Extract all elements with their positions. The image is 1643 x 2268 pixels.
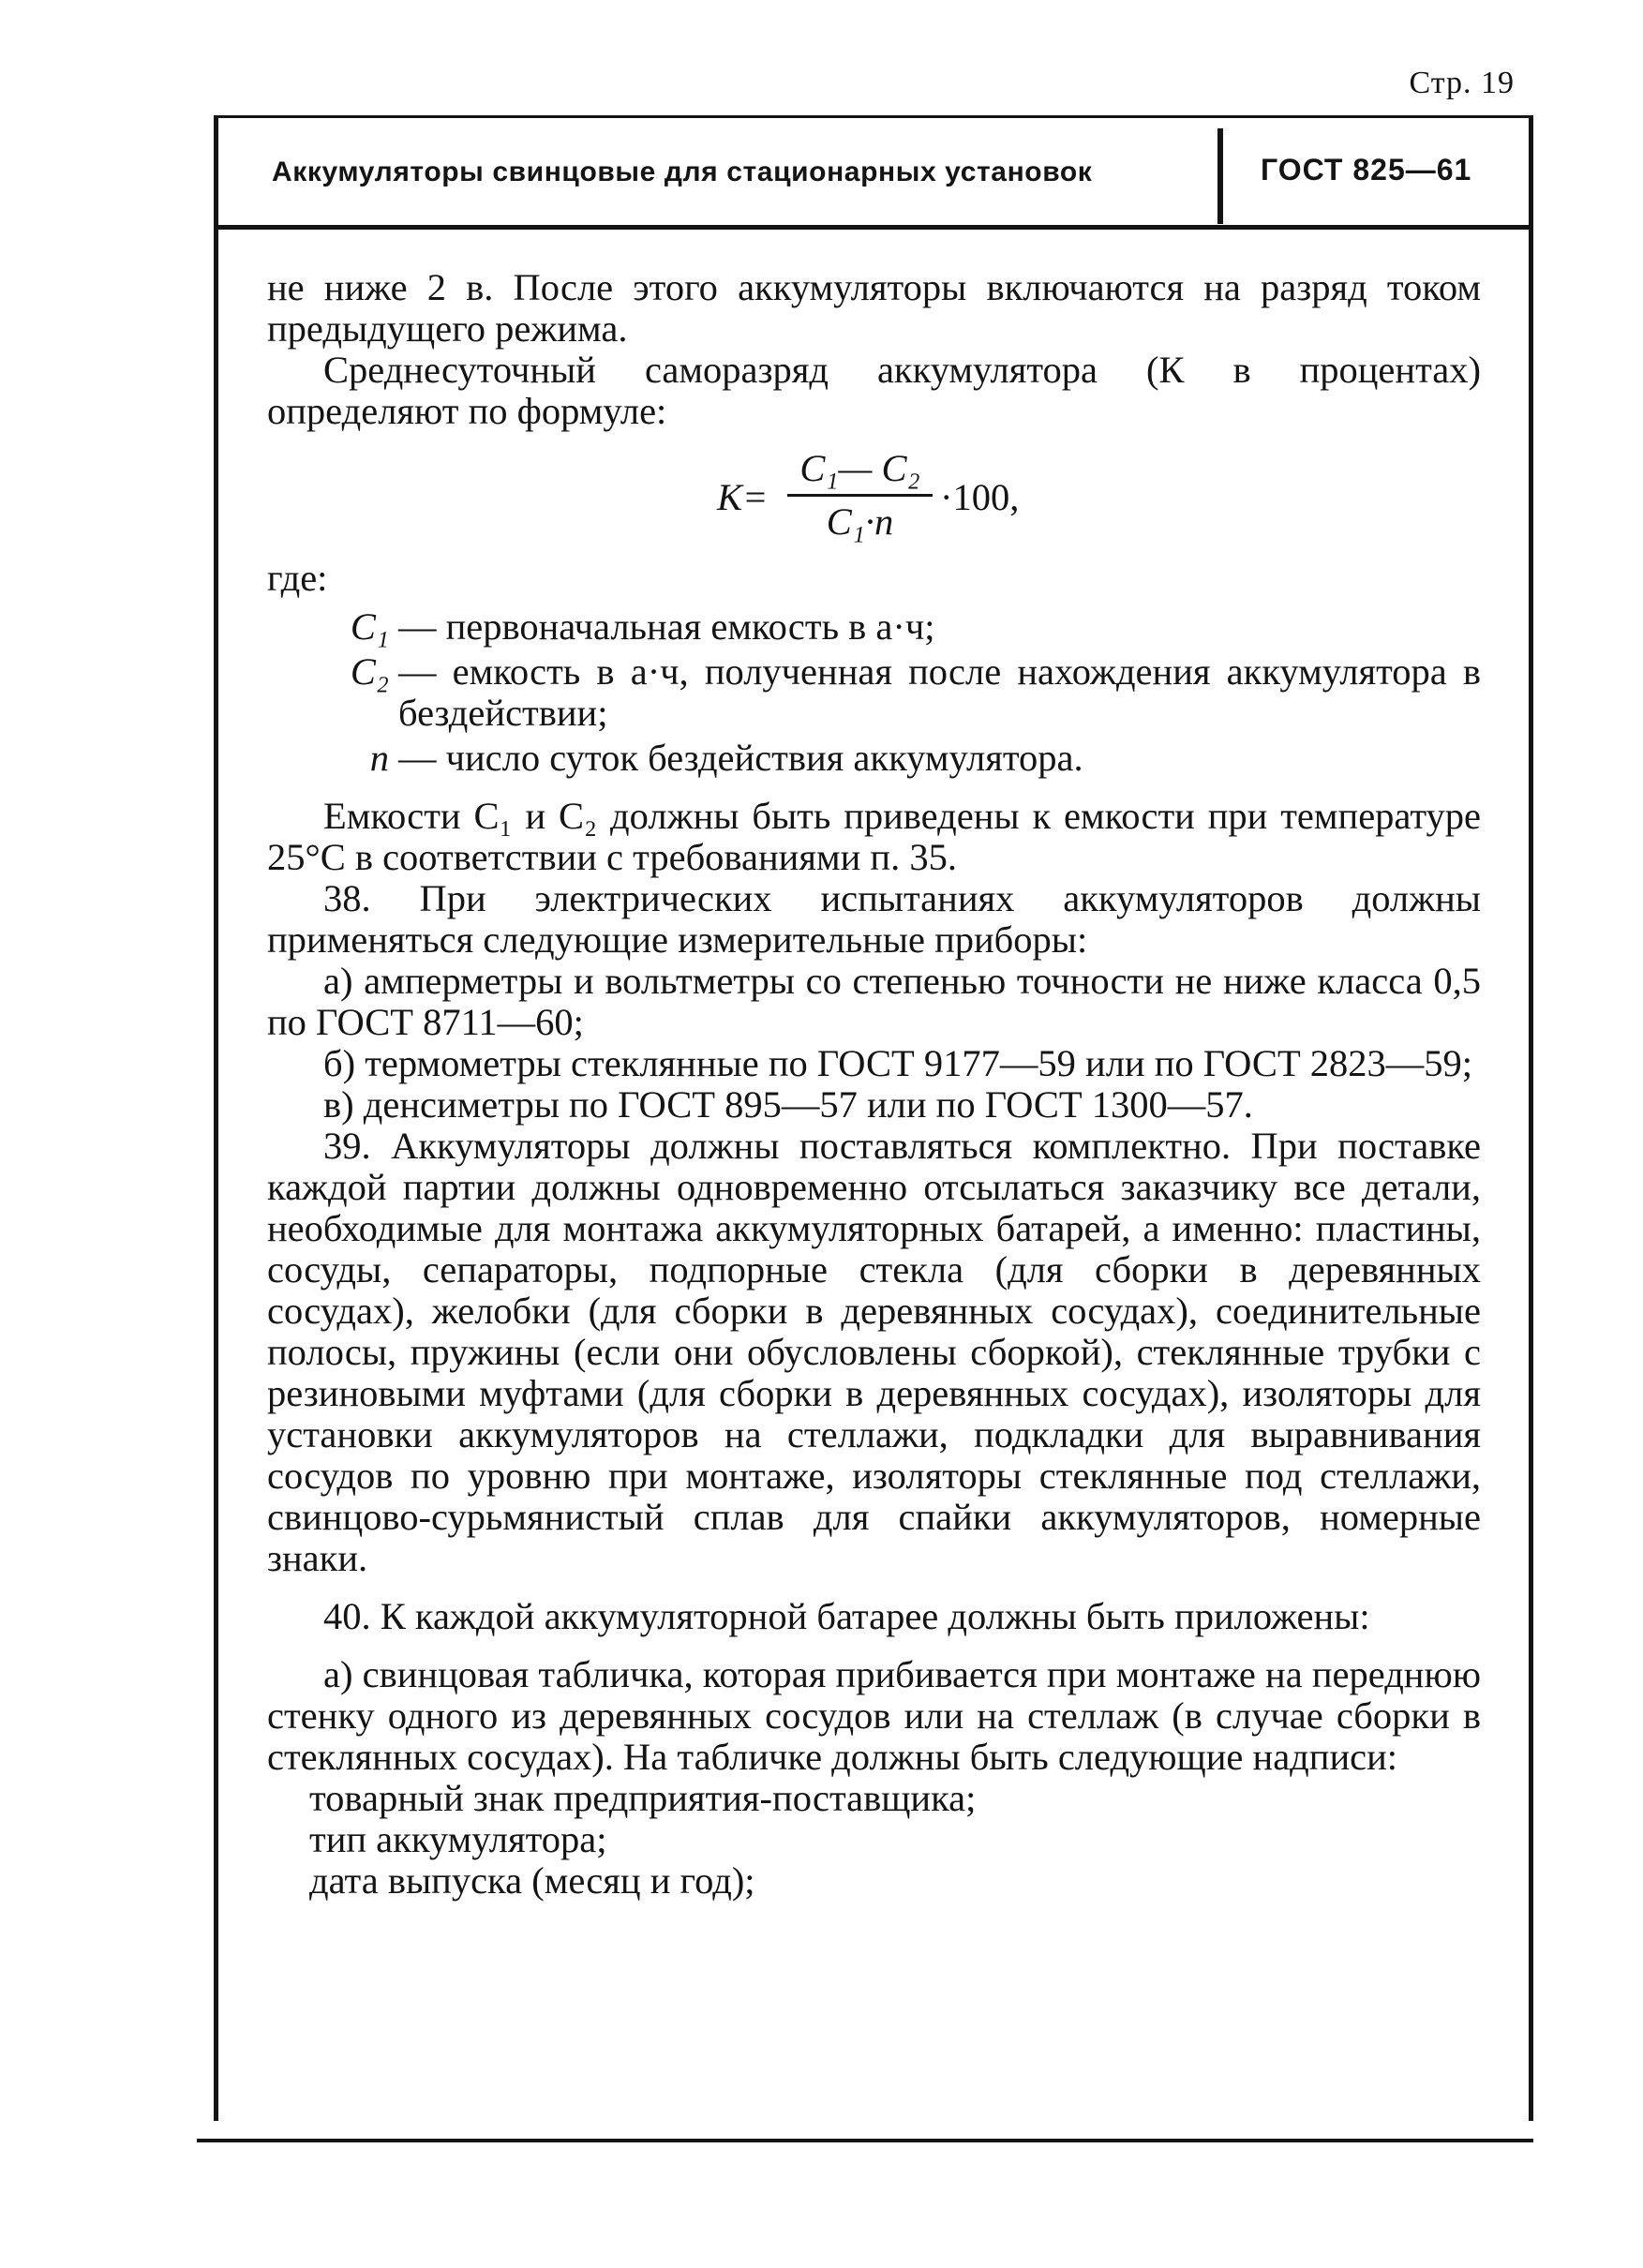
paragraph-40-a: а) свинцовая табличка, которая прибивается при монтаже на переднюю стенку одного из деревянных сосудов или на стеллаж (в случае сборки в стеклянных сосудах). На табличке должны быть следующие надписи: — [267, 1653, 1481, 1778]
header-rule — [218, 225, 1529, 230]
frame-top-border — [214, 115, 1533, 118]
inscription-line: тип аккумулятора; — [309, 1818, 607, 1860]
paragraph-capacity: Емкости C₁ и C₂ должны быть приведены к емкости при температуре 25°С в соответствии с требованиями п. 35. — [267, 795, 1481, 878]
definition-symbol: n — [369, 737, 389, 779]
paragraph-38-c: в) денсиметры по ГОСТ 895—57 или по ГОСТ 1300—57. — [323, 1083, 1253, 1126]
definition-text: — число суток бездействия аккумулятора. — [398, 737, 1083, 779]
paragraph-40: 40. К каждой аккумуляторной батарее должны быть приложены: — [323, 1595, 1370, 1637]
fraction-bar — [787, 494, 933, 497]
standard-number: ГОСТ 825—61 — [1261, 153, 1472, 187]
paragraph-continuation: не ниже 2 в. После этого аккумуляторы включаются на разряд током предыдущего режима. — [267, 266, 1481, 350]
formula-fraction — [787, 445, 933, 545]
inscription-line: товарный знак предприятия-поставщика; — [309, 1777, 977, 1819]
self-discharge-formula — [267, 445, 1481, 558]
definition-symbol: C₂ — [350, 650, 389, 693]
frame-right-border — [1529, 115, 1533, 2121]
frame-bottom-border — [197, 2139, 1533, 2142]
plate-inscriptions — [267, 1778, 1481, 1902]
header-divider — [1217, 128, 1223, 224]
definition-item — [267, 651, 1481, 734]
where-label: где: — [267, 557, 328, 599]
paragraph-self-discharge: Среднесуточный саморазряд аккумулятора (К в процентах) определяют по формуле: — [267, 349, 1481, 432]
formula-lhs: K= — [717, 476, 769, 518]
paragraph-38-b: б) термометры стеклянные по ГОСТ 9177—59 или по ГОСТ 2823—59; — [323, 1042, 1473, 1084]
definition-symbol: C₁ — [350, 605, 389, 648]
paragraph-39: 39. Аккумуляторы должны поставляться комплектно. При поставке каждой партии должны одновременно отсылаться заказчику все детали, необходимые для монтажа аккумуляторных батарей, а именно: пластины, сосуды, сепараторы, подпорные стекла (для сборки в деревянных сосудах), желобки (для сборки в деревянных сосудах), соединительные полосы, пружины (если они обусловлены сборкой), стеклянные трубки с резиновыми муфтами (для сборки в деревянных сосудах), изоляторы для установки аккумуляторов на стеллажи, подкладки для выравнивания сосудов по уровню при монтаже, изоляторы стеклянные под стеллажи, свинцово-сурьмянистый сплав для спайки аккумуляторов, номерные знаки. — [267, 1125, 1481, 1579]
definition-text: — емкость в а·ч, полученная после нахождения аккумулятора в бездействии; — [398, 650, 1481, 734]
inscription-line: дата выпуска (месяц и год); — [309, 1859, 755, 1902]
formula-denominator: C₁·n — [826, 500, 894, 543]
formula-rhs: ·100, — [940, 476, 1020, 518]
paragraph-38-a: а) амперметры и вольтметры со степенью точности не ниже класса 0,5 по ГОСТ 8711—60; — [267, 960, 1481, 1043]
paragraph-38: 38. При электрических испытаниях аккумуляторов должны применяться следующие измерительные приборы: — [267, 877, 1481, 961]
definitions-list — [267, 606, 1481, 779]
page-number: Стр. 19 — [1409, 66, 1515, 100]
definition-item — [267, 738, 1481, 779]
definition-text: — первоначальная емкость в а·ч; — [398, 605, 935, 648]
formula-numerator: C₁— C₂ — [799, 447, 920, 489]
definition-item — [267, 606, 1481, 648]
standard-title: Аккумуляторы свинцовые для стационарных установок — [272, 157, 1093, 187]
page-body — [267, 267, 1481, 1902]
frame-left-border — [214, 115, 218, 2121]
